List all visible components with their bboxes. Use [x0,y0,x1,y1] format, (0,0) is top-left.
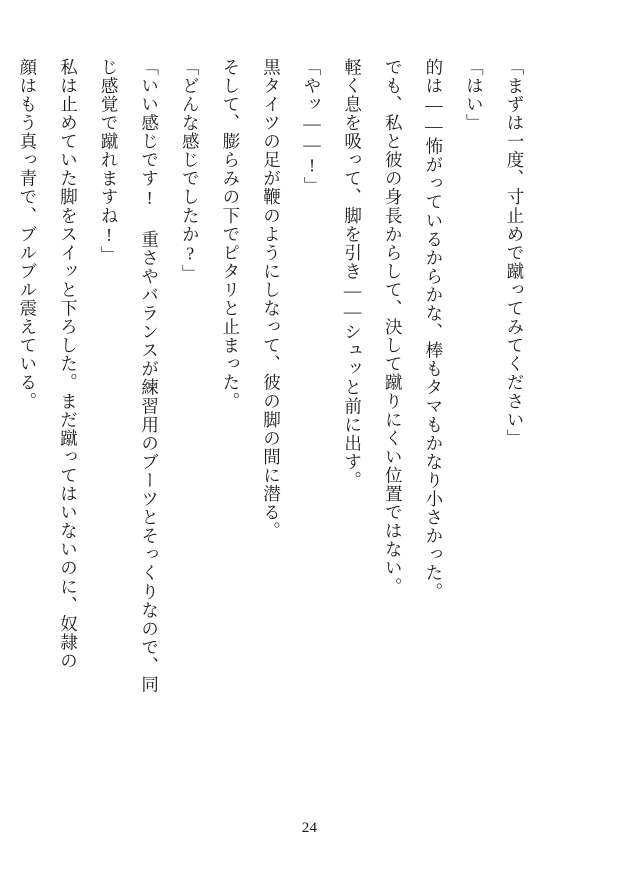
body-text [17,58,535,798]
body-line: でも、私と彼の身長からして、決して蹴りにくい位置ではない。 [383,58,404,596]
body-line: そして、膨らみの下でピタリと止まった。 [220,58,241,411]
page-number: 24 [301,820,318,836]
body-line: 私は止めていた脚をスイッと下ろした。まだ蹴ってはいないのに、奴隷の [58,58,79,671]
body-line: 「どんな感じでしたか?」 [180,58,201,284]
body-line: じ感覚で蹴れますね!」 [99,58,120,265]
body-line: 的は――怖がっているからかな、棒もタマもかなり小さかった。 [423,58,444,601]
body-line: 軽く息を吸って、脚を引き――シュッと前に出す。 [342,58,363,490]
body-line: 「やッ――!」 [302,58,323,196]
body-line: 「まずは一度、寸止めで蹴ってみてください」 [505,58,525,448]
body-line: 黒タイツの足が鞭のようにしなって、彼の脚の間に潜る。 [261,58,282,541]
body-line: 「いい感じです! 重さやバランスが練習用のブーツとそっくりなので、同 [139,58,160,694]
body-line: 「はい」 [464,58,485,133]
body-line: 顔はもう真っ青で、ブルブル震えている。 [17,58,38,411]
